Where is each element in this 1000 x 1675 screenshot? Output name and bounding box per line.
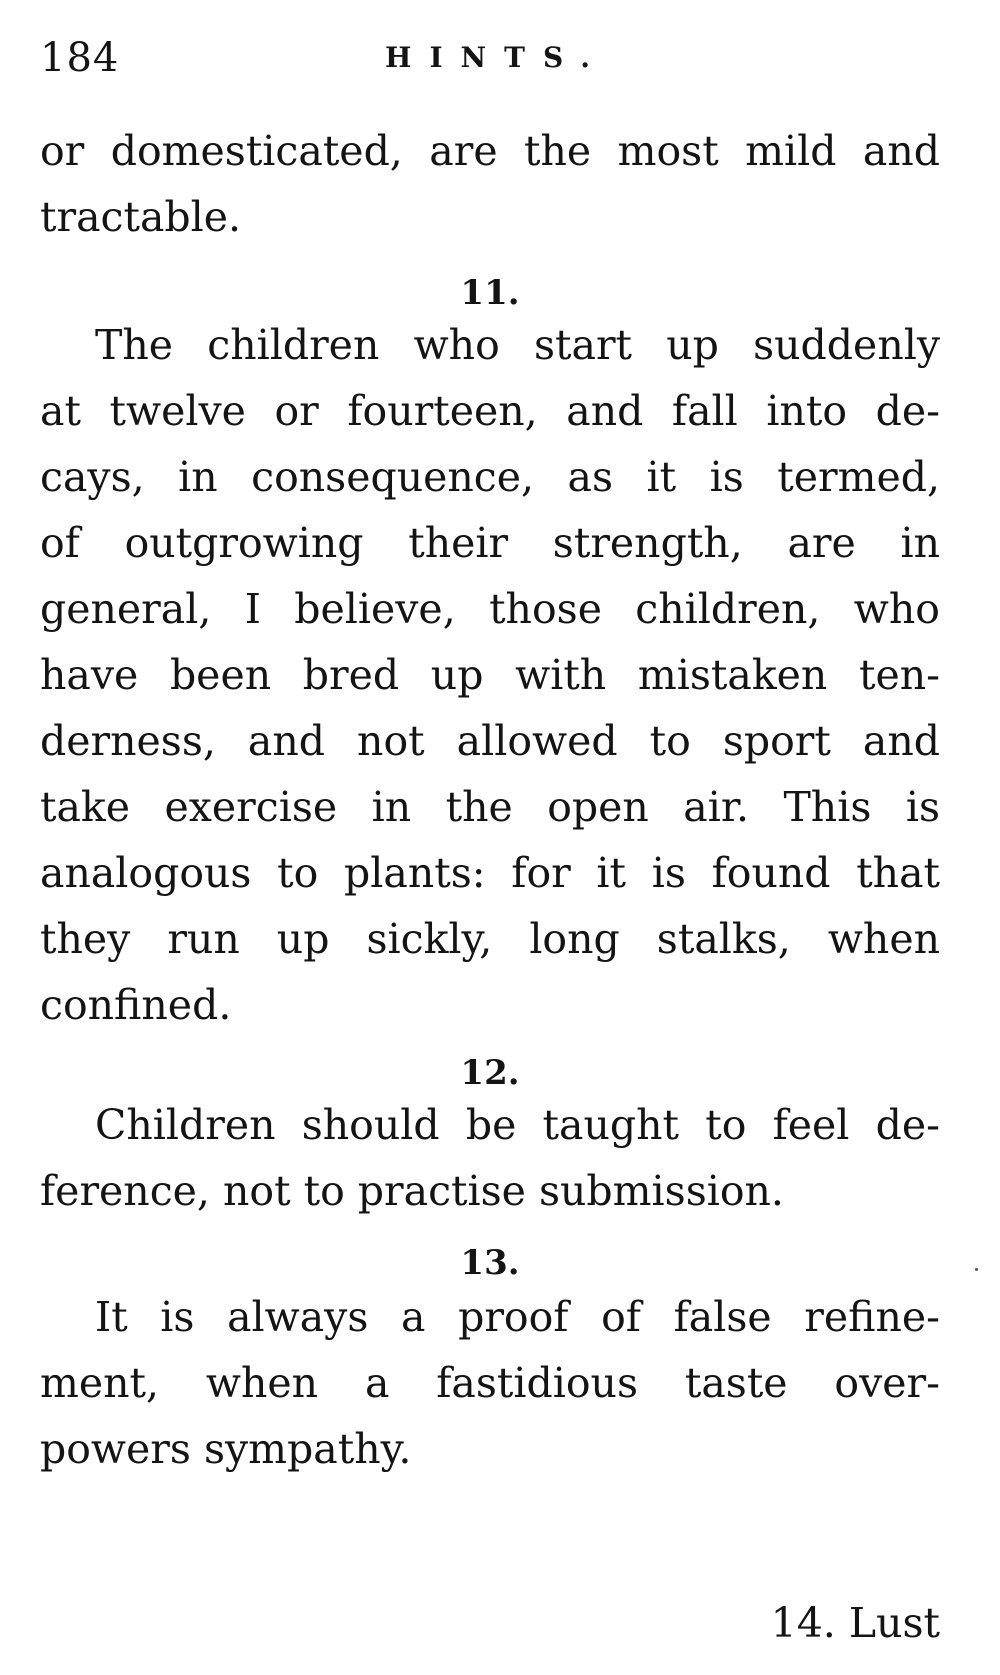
text-line: take exercise in the open air. This is [40,783,940,831]
text-line: tractable. [40,193,242,241]
section-13-paragraph [40,1284,940,1482]
section-number-12: 12. [460,1053,520,1093]
section-number-13: 13. [460,1243,520,1283]
text-line: general, I believe, those children, who [40,585,940,633]
text-line: It is always a proof of false refine- [95,1293,940,1341]
text-line: ment, when a fastidious taste over- [40,1359,940,1407]
continuation-paragraph [40,118,940,250]
text-line: they run up sickly, long stalks, when [40,915,940,963]
text-line: confined. [40,981,232,1029]
catchword: 14. Lust [770,1599,940,1647]
text-line: powers sympathy. [40,1425,412,1473]
text-line: analogous to plants: for it is found that [40,849,940,897]
section-12-paragraph [40,1092,940,1224]
text-line: The children who start up suddenly [95,321,940,369]
running-head [40,28,940,88]
section-11-paragraph [40,312,940,1038]
text-line: cays, in consequence, as it is termed, [40,453,940,501]
text-line: Children should be taught to feel de- [95,1101,940,1149]
text-line: or domesticated, are the most mild and [40,127,940,175]
text-line: of outgrowing their strength, are in [40,519,940,567]
ink-speck [975,1268,978,1271]
text-line: ference, not to practise submission. [40,1167,784,1215]
section-number-11: 11. [460,273,520,313]
text-line: have been bred up with mistaken ten- [40,651,940,699]
text-line: at twelve or fourteen, and fall into de- [40,387,940,435]
running-title: HINTS. [385,41,608,74]
page-number: 184 [40,35,120,81]
text-line: derness, and not allowed to sport and [40,717,940,765]
